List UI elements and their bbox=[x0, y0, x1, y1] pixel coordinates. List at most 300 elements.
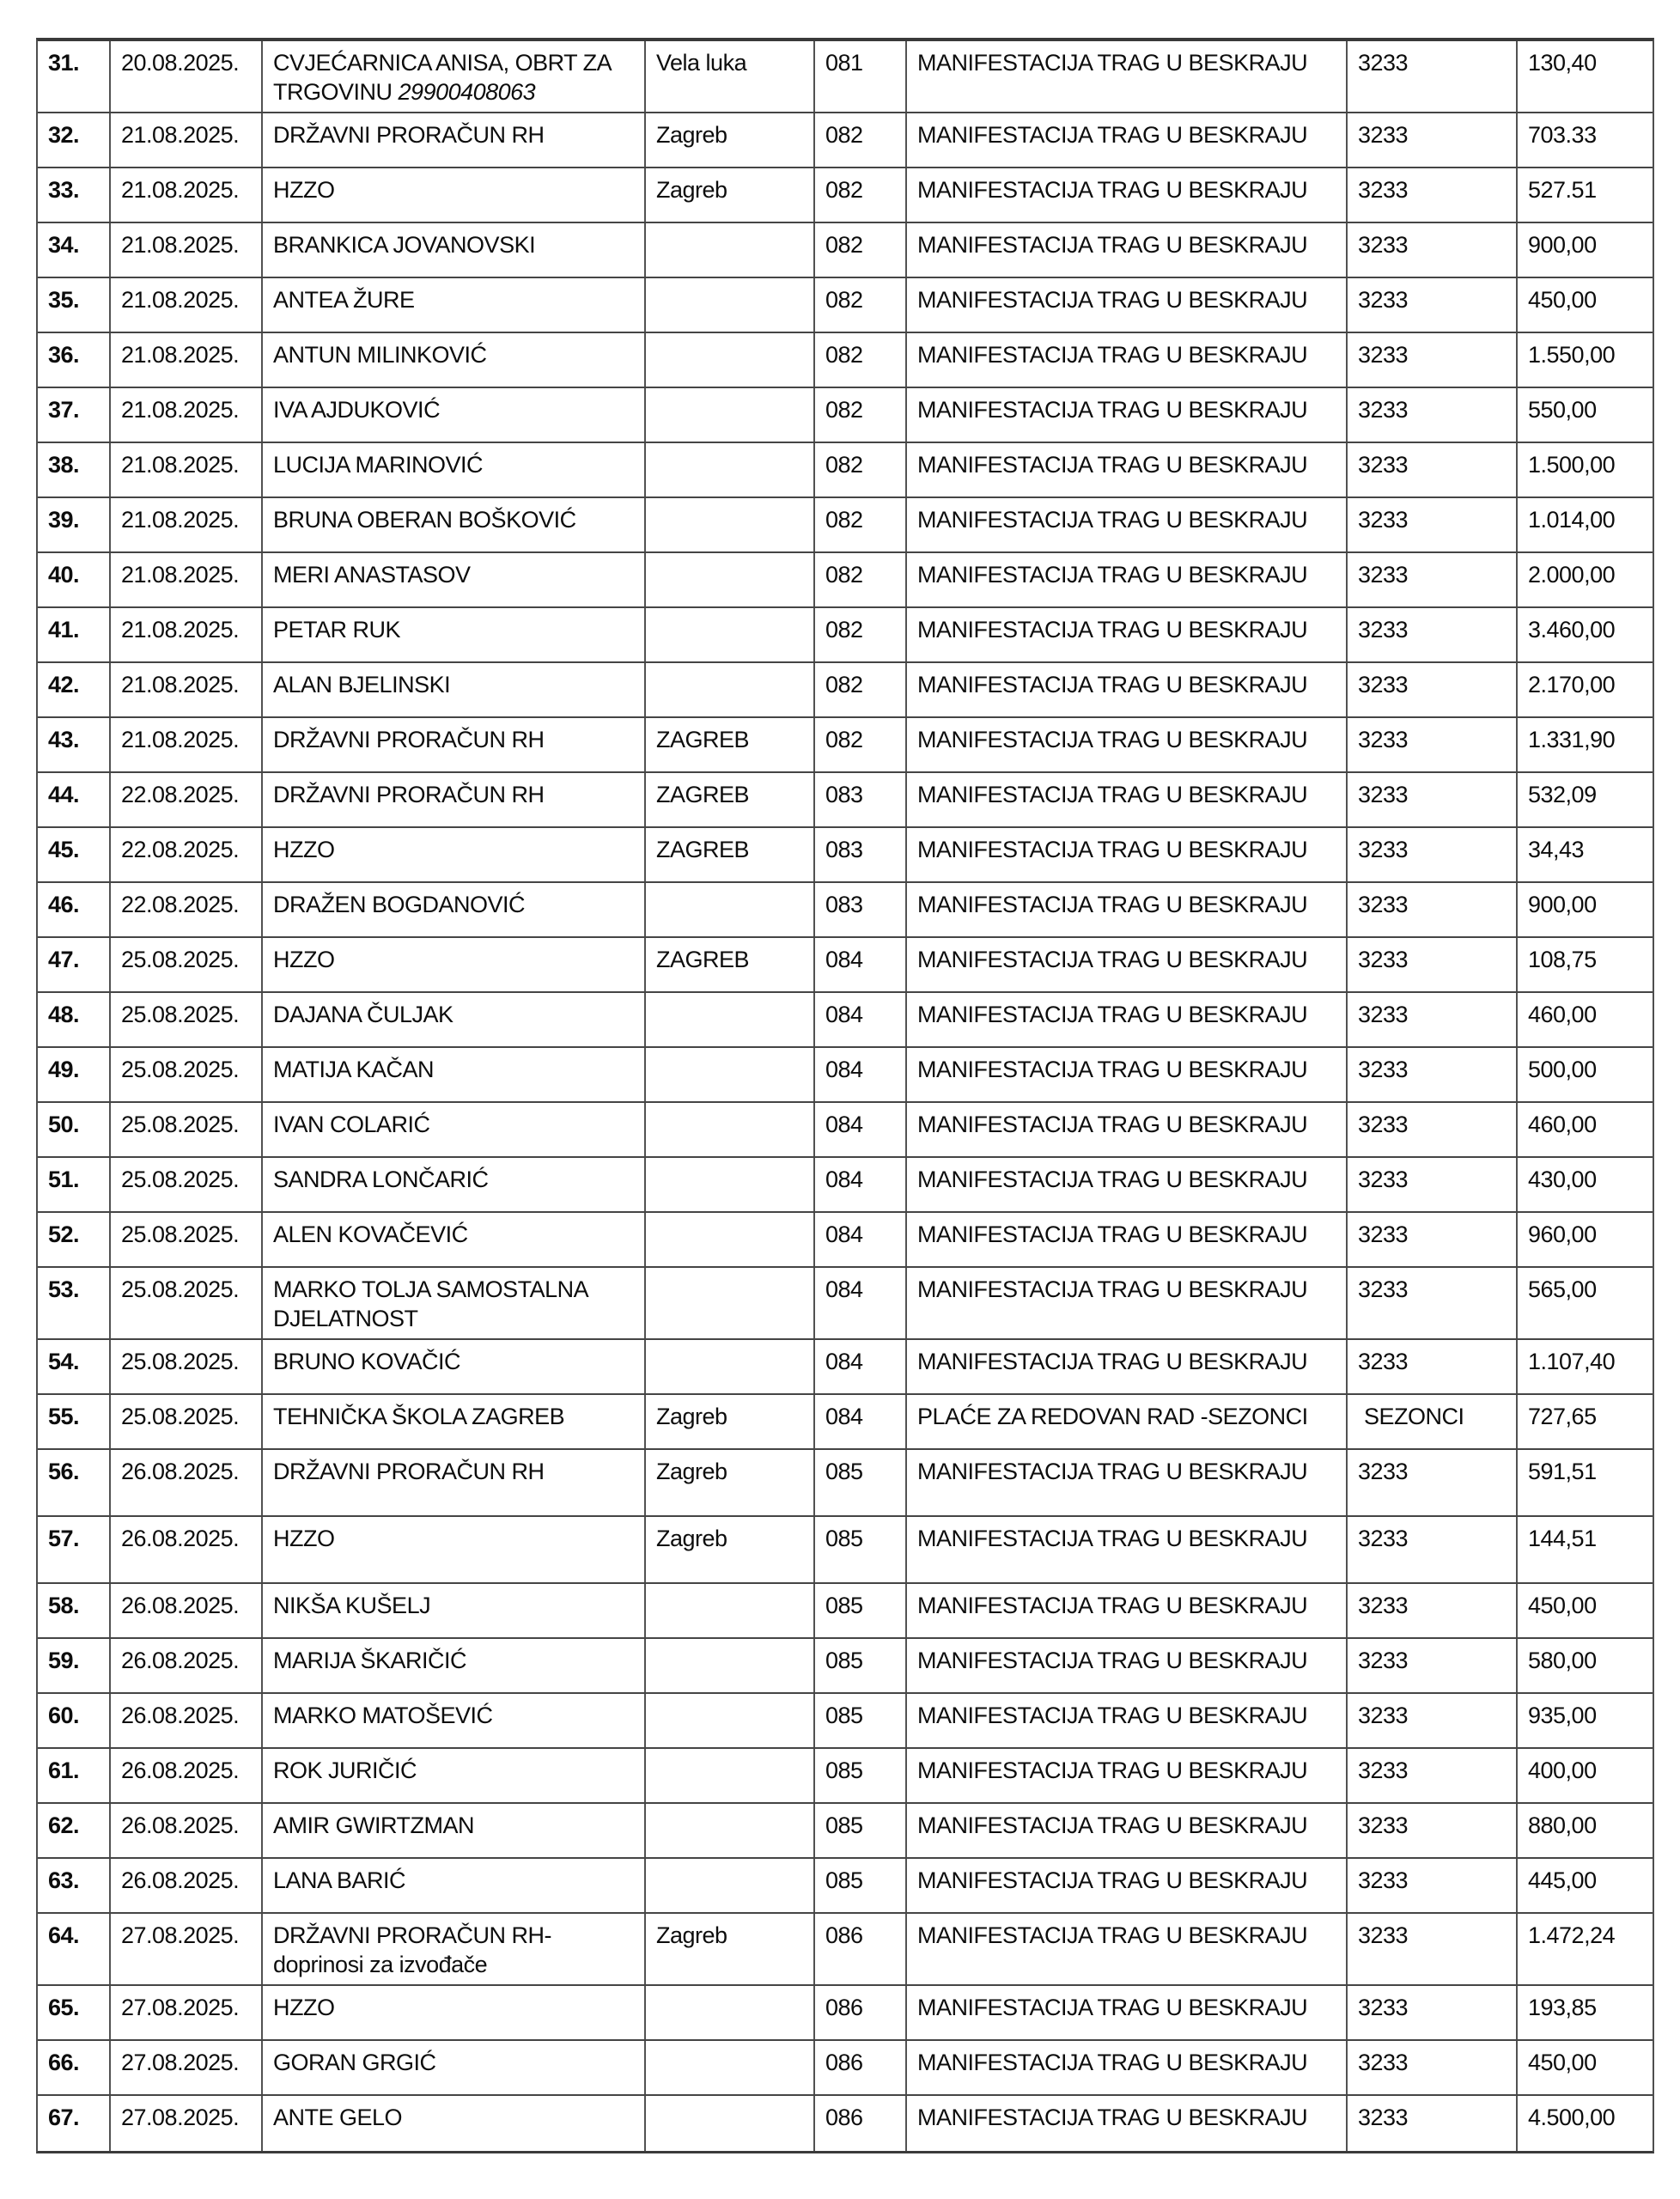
cell-payee bbox=[263, 773, 646, 826]
cell-account-code: 3233 bbox=[1348, 278, 1518, 332]
cell-description: MANIFESTACIJA TRAG U BESKRAJU bbox=[907, 1340, 1348, 1393]
table-row bbox=[38, 828, 1653, 883]
table-row bbox=[38, 1158, 1653, 1213]
cell-description: MANIFESTACIJA TRAG U BESKRAJU bbox=[907, 278, 1348, 332]
cell-account-code: 3233 bbox=[1348, 1694, 1518, 1747]
payee-name: MARKO TOLJA SAMOSTALNA DJELATNOST bbox=[273, 1276, 587, 1331]
cell-amount: 550,00 bbox=[1528, 397, 1597, 423]
cell-account-code: 3233 bbox=[1348, 608, 1518, 661]
cell-account-code: 3233 bbox=[1348, 883, 1518, 936]
cell-amount: 1.472,24 bbox=[1528, 1922, 1616, 1948]
payee-name: NIKŠA KUŠELJ bbox=[273, 1593, 431, 1618]
cell-row-number: 48. bbox=[38, 993, 111, 1046]
cell-payee bbox=[263, 1584, 646, 1637]
payee-name: IVAN COLARIĆ bbox=[273, 1112, 430, 1137]
table-row bbox=[38, 1859, 1653, 1914]
cell-amount: 445,00 bbox=[1528, 1867, 1597, 1893]
cell-row-number: 52. bbox=[38, 1213, 111, 1266]
cell-city bbox=[646, 1268, 815, 1338]
cell-date: 26.08.2025. bbox=[111, 1639, 263, 1692]
cell-account-code: 3233 bbox=[1348, 1639, 1518, 1692]
cell-description: MANIFESTACIJA TRAG U BESKRAJU bbox=[907, 608, 1348, 661]
cell-city bbox=[646, 443, 815, 496]
cell-payee bbox=[263, 1158, 646, 1211]
cell-row-number: 36. bbox=[38, 333, 111, 387]
cell-amount: 430,00 bbox=[1528, 1167, 1597, 1192]
table-row bbox=[38, 1048, 1653, 1103]
cell-document-number: 086 bbox=[815, 1986, 907, 2039]
table-row bbox=[38, 1450, 1653, 1517]
cell-document-number: 085 bbox=[815, 1517, 907, 1582]
cell-payee bbox=[263, 2041, 646, 2094]
cell-payee bbox=[263, 388, 646, 442]
cell-date: 21.08.2025. bbox=[111, 498, 263, 551]
cell-amount: 34,43 bbox=[1528, 837, 1585, 862]
table-row bbox=[38, 1804, 1653, 1859]
cell-payee bbox=[263, 1517, 646, 1582]
cell-amount: 2.170,00 bbox=[1528, 672, 1616, 697]
cell-amount: 532,09 bbox=[1528, 782, 1597, 807]
cell-document-number: 082 bbox=[815, 388, 907, 442]
cell-city bbox=[646, 333, 815, 387]
cell-description: MANIFESTACIJA TRAG U BESKRAJU bbox=[907, 1213, 1348, 1266]
cell-amount: 400,00 bbox=[1528, 1757, 1597, 1783]
cell-account-code: SEZONCI bbox=[1348, 1395, 1518, 1448]
cell-city bbox=[646, 608, 815, 661]
cell-payee bbox=[263, 718, 646, 771]
cell-date: 27.08.2025. bbox=[111, 1914, 263, 1984]
cell-document-number: 085 bbox=[815, 1749, 907, 1802]
cell-amount: 1.550,00 bbox=[1528, 342, 1616, 368]
cell-date: 22.08.2025. bbox=[111, 883, 263, 936]
cell-date: 26.08.2025. bbox=[111, 1450, 263, 1515]
cell-city bbox=[646, 498, 815, 551]
cell-date: 22.08.2025. bbox=[111, 773, 263, 826]
cell-account-code: 3233 bbox=[1348, 663, 1518, 716]
cell-description: MANIFESTACIJA TRAG U BESKRAJU bbox=[907, 1804, 1348, 1857]
cell-date: 21.08.2025. bbox=[111, 718, 263, 771]
cell-date: 21.08.2025. bbox=[111, 278, 263, 332]
cell-document-number: 085 bbox=[815, 1584, 907, 1637]
cell-city bbox=[646, 553, 815, 606]
cell-account-code: 3233 bbox=[1348, 1914, 1518, 1984]
cell-payee bbox=[263, 1268, 646, 1338]
cell-date: 25.08.2025. bbox=[111, 1158, 263, 1211]
cell-date: 22.08.2025. bbox=[111, 828, 263, 881]
cell-city: ZAGREB bbox=[646, 828, 815, 881]
cell-amount: 900,00 bbox=[1528, 232, 1597, 258]
cell-description: MANIFESTACIJA TRAG U BESKRAJU bbox=[907, 1517, 1348, 1582]
cell-payee bbox=[263, 1395, 646, 1448]
payee-name: LANA BARIĆ bbox=[273, 1867, 406, 1893]
cell-date: 21.08.2025. bbox=[111, 388, 263, 442]
cell-amount: 460,00 bbox=[1528, 1002, 1597, 1027]
cell-date: 26.08.2025. bbox=[111, 1584, 263, 1637]
cell-document-number: 084 bbox=[815, 1340, 907, 1393]
cell-document-number: 082 bbox=[815, 443, 907, 496]
cell-payee bbox=[263, 2096, 646, 2151]
cell-payee bbox=[263, 1103, 646, 1156]
table-row bbox=[38, 1340, 1653, 1395]
table-row bbox=[38, 938, 1653, 993]
payee-name: MARIJA ŠKARIČIĆ bbox=[273, 1648, 467, 1673]
table-row bbox=[38, 1749, 1653, 1804]
cell-city bbox=[646, 1213, 815, 1266]
payee-name: GORAN GRGIĆ bbox=[273, 2050, 436, 2075]
payee-registration-number: 29900408063 bbox=[392, 79, 536, 105]
cell-row-number: 45. bbox=[38, 828, 111, 881]
payee-name: LUCIJA MARINOVIĆ bbox=[273, 452, 484, 478]
cell-city: Vela luka bbox=[646, 41, 815, 112]
cell-city: ZAGREB bbox=[646, 773, 815, 826]
cell-amount: 727,65 bbox=[1528, 1404, 1597, 1429]
cell-description: MANIFESTACIJA TRAG U BESKRAJU bbox=[907, 1450, 1348, 1515]
cell-date: 25.08.2025. bbox=[111, 1340, 263, 1393]
cell-account-code: 3233 bbox=[1348, 41, 1518, 112]
cell-description: MANIFESTACIJA TRAG U BESKRAJU bbox=[907, 1694, 1348, 1747]
cell-description: MANIFESTACIJA TRAG U BESKRAJU bbox=[907, 1103, 1348, 1156]
cell-payee bbox=[263, 168, 646, 222]
cell-payee bbox=[263, 553, 646, 606]
cell-city bbox=[646, 1986, 815, 2039]
cell-account-code: 3233 bbox=[1348, 333, 1518, 387]
cell-payee bbox=[263, 663, 646, 716]
cell-amount: 2.000,00 bbox=[1528, 562, 1616, 588]
payee-name: CVJEĆARNICA ANISA, OBRT ZA TRGOVINU bbox=[273, 50, 611, 105]
cell-row-number: 60. bbox=[38, 1694, 111, 1747]
table-row bbox=[38, 278, 1653, 333]
cell-amount: 591,51 bbox=[1528, 1459, 1597, 1484]
cell-document-number: 082 bbox=[815, 498, 907, 551]
cell-amount: 565,00 bbox=[1528, 1276, 1597, 1302]
cell-row-number: 41. bbox=[38, 608, 111, 661]
cell-row-number: 37. bbox=[38, 388, 111, 442]
cell-account-code: 3233 bbox=[1348, 2041, 1518, 2094]
cell-payee bbox=[263, 1804, 646, 1857]
cell-row-number: 57. bbox=[38, 1517, 111, 1582]
cell-amount: 450,00 bbox=[1528, 1593, 1597, 1618]
cell-account-code: 3233 bbox=[1348, 2096, 1518, 2151]
table-row bbox=[38, 2096, 1653, 2151]
payee-name: HZZO bbox=[273, 1995, 335, 2020]
cell-amount: 193,85 bbox=[1528, 1995, 1597, 2020]
cell-description: MANIFESTACIJA TRAG U BESKRAJU bbox=[907, 1158, 1348, 1211]
cell-city bbox=[646, 1804, 815, 1857]
cell-document-number: 084 bbox=[815, 1048, 907, 1101]
cell-payee bbox=[263, 1859, 646, 1912]
cell-city bbox=[646, 1694, 815, 1747]
cell-city bbox=[646, 2096, 815, 2151]
cell-date: 21.08.2025. bbox=[111, 113, 263, 167]
cell-row-number: 61. bbox=[38, 1749, 111, 1802]
cell-date: 25.08.2025. bbox=[111, 1395, 263, 1448]
cell-account-code: 3233 bbox=[1348, 1048, 1518, 1101]
cell-row-number: 54. bbox=[38, 1340, 111, 1393]
cell-payee bbox=[263, 498, 646, 551]
cell-amount: 703.33 bbox=[1528, 122, 1597, 148]
cell-amount: 1.014,00 bbox=[1528, 507, 1616, 533]
payee-name: DRŽAVNI PRORAČUN RH bbox=[273, 1459, 545, 1484]
cell-date: 27.08.2025. bbox=[111, 1986, 263, 2039]
cell-date: 20.08.2025. bbox=[111, 41, 263, 112]
cell-city bbox=[646, 2041, 815, 2094]
cell-description: MANIFESTACIJA TRAG U BESKRAJU bbox=[907, 2096, 1348, 2151]
cell-document-number: 086 bbox=[815, 1914, 907, 1984]
cell-row-number: 46. bbox=[38, 883, 111, 936]
cell-account-code: 3233 bbox=[1348, 773, 1518, 826]
cell-date: 25.08.2025. bbox=[111, 1048, 263, 1101]
cell-city bbox=[646, 388, 815, 442]
cell-amount: 450,00 bbox=[1528, 287, 1597, 313]
cell-account-code: 3233 bbox=[1348, 718, 1518, 771]
cell-date: 21.08.2025. bbox=[111, 608, 263, 661]
cell-payee bbox=[263, 1749, 646, 1802]
cell-document-number: 081 bbox=[815, 41, 907, 112]
cell-amount: 935,00 bbox=[1528, 1703, 1597, 1728]
cell-document-number: 084 bbox=[815, 1158, 907, 1211]
cell-city bbox=[646, 663, 815, 716]
cell-row-number: 40. bbox=[38, 553, 111, 606]
cell-account-code: 3233 bbox=[1348, 1584, 1518, 1637]
cell-amount: 960,00 bbox=[1528, 1221, 1597, 1247]
payee-name: AMIR GWIRTZMAN bbox=[273, 1812, 474, 1838]
table-row bbox=[38, 41, 1653, 113]
table-row bbox=[38, 333, 1653, 388]
payee-name: MARKO MATOŠEVIĆ bbox=[273, 1703, 493, 1728]
table-row bbox=[38, 388, 1653, 443]
cell-account-code: 3233 bbox=[1348, 1517, 1518, 1582]
cell-row-number: 32. bbox=[38, 113, 111, 167]
cell-document-number: 086 bbox=[815, 2041, 907, 2094]
cell-payee bbox=[263, 223, 646, 277]
cell-row-number: 31. bbox=[38, 41, 111, 112]
payee-name: ALEN KOVAČEVIĆ bbox=[273, 1221, 468, 1247]
cell-description: MANIFESTACIJA TRAG U BESKRAJU bbox=[907, 1268, 1348, 1338]
cell-city bbox=[646, 993, 815, 1046]
cell-account-code: 3233 bbox=[1348, 1268, 1518, 1338]
cell-city: Zagreb bbox=[646, 1914, 815, 1984]
payee-name: SANDRA LONČARIĆ bbox=[273, 1167, 489, 1192]
cell-row-number: 42. bbox=[38, 663, 111, 716]
table-row bbox=[38, 1268, 1653, 1340]
cell-account-code: 3233 bbox=[1348, 388, 1518, 442]
cell-date: 21.08.2025. bbox=[111, 168, 263, 222]
cell-city: Zagreb bbox=[646, 1450, 815, 1515]
cell-city: Zagreb bbox=[646, 1395, 815, 1448]
cell-payee bbox=[263, 1694, 646, 1747]
cell-description: MANIFESTACIJA TRAG U BESKRAJU bbox=[907, 718, 1348, 771]
cell-description: MANIFESTACIJA TRAG U BESKRAJU bbox=[907, 1639, 1348, 1692]
cell-document-number: 084 bbox=[815, 1103, 907, 1156]
table-row bbox=[38, 663, 1653, 718]
cell-payee bbox=[263, 938, 646, 991]
cell-description: MANIFESTACIJA TRAG U BESKRAJU bbox=[907, 883, 1348, 936]
cell-document-number: 082 bbox=[815, 608, 907, 661]
cell-account-code: 3233 bbox=[1348, 828, 1518, 881]
cell-document-number: 082 bbox=[815, 663, 907, 716]
cell-account-code: 3233 bbox=[1348, 1749, 1518, 1802]
payee-name: ROK JURIČIĆ bbox=[273, 1757, 417, 1783]
table-row bbox=[38, 773, 1653, 828]
cell-payee bbox=[263, 993, 646, 1046]
table-row bbox=[38, 1986, 1653, 2041]
payee-name: ANTE GELO bbox=[273, 2105, 403, 2130]
cell-amount: 144,51 bbox=[1528, 1526, 1597, 1551]
cell-description: MANIFESTACIJA TRAG U BESKRAJU bbox=[907, 333, 1348, 387]
cell-row-number: 38. bbox=[38, 443, 111, 496]
cell-description: MANIFESTACIJA TRAG U BESKRAJU bbox=[907, 41, 1348, 112]
cell-document-number: 084 bbox=[815, 993, 907, 1046]
cell-payee bbox=[263, 1639, 646, 1692]
cell-document-number: 082 bbox=[815, 553, 907, 606]
cell-amount: 450,00 bbox=[1528, 2050, 1597, 2075]
cell-row-number: 59. bbox=[38, 1639, 111, 1692]
payee-name: DRAŽEN BOGDANOVIĆ bbox=[273, 892, 526, 917]
cell-city bbox=[646, 1584, 815, 1637]
payee-name: HZZO bbox=[273, 837, 335, 862]
cell-row-number: 33. bbox=[38, 168, 111, 222]
cell-amount: 3.460,00 bbox=[1528, 617, 1616, 643]
cell-date: 25.08.2025. bbox=[111, 1213, 263, 1266]
cell-amount: 1.500,00 bbox=[1528, 452, 1616, 478]
cell-account-code: 3233 bbox=[1348, 223, 1518, 277]
cell-date: 21.08.2025. bbox=[111, 443, 263, 496]
cell-row-number: 67. bbox=[38, 2096, 111, 2151]
cell-amount: 580,00 bbox=[1528, 1648, 1597, 1673]
cell-description: MANIFESTACIJA TRAG U BESKRAJU bbox=[907, 223, 1348, 277]
cell-date: 27.08.2025. bbox=[111, 2096, 263, 2151]
cell-description: MANIFESTACIJA TRAG U BESKRAJU bbox=[907, 498, 1348, 551]
cell-account-code: 3233 bbox=[1348, 168, 1518, 222]
payments-table bbox=[36, 38, 1654, 2153]
table-row bbox=[38, 608, 1653, 663]
cell-document-number: 082 bbox=[815, 168, 907, 222]
cell-date: 26.08.2025. bbox=[111, 1694, 263, 1747]
cell-city bbox=[646, 883, 815, 936]
cell-document-number: 084 bbox=[815, 1268, 907, 1338]
payee-name: HZZO bbox=[273, 177, 335, 203]
table-row bbox=[38, 1584, 1653, 1639]
cell-row-number: 50. bbox=[38, 1103, 111, 1156]
cell-account-code: 3233 bbox=[1348, 1450, 1518, 1515]
cell-document-number: 085 bbox=[815, 1859, 907, 1912]
cell-amount: 460,00 bbox=[1528, 1112, 1597, 1137]
cell-description: PLAĆE ZA REDOVAN RAD -SEZONCI bbox=[907, 1395, 1348, 1448]
payee-name: MATIJA KAČAN bbox=[273, 1057, 435, 1082]
cell-document-number: 086 bbox=[815, 2096, 907, 2151]
payee-name: IVA AJDUKOVIĆ bbox=[273, 397, 441, 423]
cell-payee bbox=[263, 828, 646, 881]
cell-account-code: 3233 bbox=[1348, 938, 1518, 991]
cell-account-code: 3233 bbox=[1348, 1340, 1518, 1393]
cell-description: MANIFESTACIJA TRAG U BESKRAJU bbox=[907, 1048, 1348, 1101]
cell-description: MANIFESTACIJA TRAG U BESKRAJU bbox=[907, 388, 1348, 442]
cell-description: MANIFESTACIJA TRAG U BESKRAJU bbox=[907, 773, 1348, 826]
cell-date: 21.08.2025. bbox=[111, 663, 263, 716]
cell-payee bbox=[263, 1048, 646, 1101]
cell-account-code: 3233 bbox=[1348, 1859, 1518, 1912]
cell-document-number: 082 bbox=[815, 278, 907, 332]
cell-city: ZAGREB bbox=[646, 718, 815, 771]
payee-name: DRŽAVNI PRORAČUN RH- bbox=[273, 1922, 552, 1948]
payee-name: HZZO bbox=[273, 1526, 335, 1551]
cell-payee bbox=[263, 1914, 646, 1984]
cell-account-code: 3233 bbox=[1348, 1158, 1518, 1211]
cell-payee bbox=[263, 113, 646, 167]
cell-document-number: 082 bbox=[815, 223, 907, 277]
cell-date: 21.08.2025. bbox=[111, 553, 263, 606]
payee-name: BRUNA OBERAN BOŠKOVIĆ bbox=[273, 507, 576, 533]
cell-row-number: 35. bbox=[38, 278, 111, 332]
cell-row-number: 34. bbox=[38, 223, 111, 277]
table-row bbox=[38, 1694, 1653, 1749]
cell-row-number: 51. bbox=[38, 1158, 111, 1211]
cell-city: Zagreb bbox=[646, 1517, 815, 1582]
cell-document-number: 083 bbox=[815, 883, 907, 936]
cell-row-number: 47. bbox=[38, 938, 111, 991]
cell-date: 26.08.2025. bbox=[111, 1749, 263, 1802]
cell-row-number: 65. bbox=[38, 1986, 111, 2039]
cell-payee bbox=[263, 1340, 646, 1393]
cell-date: 21.08.2025. bbox=[111, 223, 263, 277]
cell-document-number: 085 bbox=[815, 1804, 907, 1857]
cell-description: MANIFESTACIJA TRAG U BESKRAJU bbox=[907, 113, 1348, 167]
table-row bbox=[38, 168, 1653, 223]
payee-name: BRUNO KOVAČIĆ bbox=[273, 1349, 461, 1374]
cell-account-code: 3233 bbox=[1348, 1103, 1518, 1156]
cell-document-number: 082 bbox=[815, 718, 907, 771]
cell-amount: 500,00 bbox=[1528, 1057, 1597, 1082]
cell-row-number: 49. bbox=[38, 1048, 111, 1101]
cell-payee bbox=[263, 333, 646, 387]
cell-row-number: 39. bbox=[38, 498, 111, 551]
cell-row-number: 55. bbox=[38, 1395, 111, 1448]
cell-description: MANIFESTACIJA TRAG U BESKRAJU bbox=[907, 993, 1348, 1046]
cell-document-number: 083 bbox=[815, 773, 907, 826]
table-row bbox=[38, 1395, 1653, 1450]
payee-name: DRŽAVNI PRORAČUN RH bbox=[273, 727, 545, 752]
cell-date: 25.08.2025. bbox=[111, 938, 263, 991]
cell-description: MANIFESTACIJA TRAG U BESKRAJU bbox=[907, 2041, 1348, 2094]
cell-date: 25.08.2025. bbox=[111, 993, 263, 1046]
cell-row-number: 66. bbox=[38, 2041, 111, 2094]
cell-city: ZAGREB bbox=[646, 938, 815, 991]
cell-payee bbox=[263, 1450, 646, 1515]
cell-date: 26.08.2025. bbox=[111, 1859, 263, 1912]
table-row bbox=[38, 1639, 1653, 1694]
cell-document-number: 082 bbox=[815, 113, 907, 167]
payee-name: ANTUN MILINKOVIĆ bbox=[273, 342, 487, 368]
table-row bbox=[38, 718, 1653, 773]
cell-row-number: 63. bbox=[38, 1859, 111, 1912]
cell-document-number: 082 bbox=[815, 333, 907, 387]
cell-description: MANIFESTACIJA TRAG U BESKRAJU bbox=[907, 1749, 1348, 1802]
cell-account-code: 3233 bbox=[1348, 113, 1518, 167]
cell-document-number: 083 bbox=[815, 828, 907, 881]
cell-payee bbox=[263, 608, 646, 661]
cell-date: 26.08.2025. bbox=[111, 1517, 263, 1582]
cell-account-code: 3233 bbox=[1348, 443, 1518, 496]
cell-city: Zagreb bbox=[646, 113, 815, 167]
cell-row-number: 58. bbox=[38, 1584, 111, 1637]
cell-account-code: 3233 bbox=[1348, 993, 1518, 1046]
cell-amount: 4.500,00 bbox=[1528, 2105, 1616, 2130]
cell-amount: 130,40 bbox=[1528, 50, 1597, 76]
cell-description: MANIFESTACIJA TRAG U BESKRAJU bbox=[907, 1584, 1348, 1637]
cell-city bbox=[646, 1639, 815, 1692]
cell-city bbox=[646, 1158, 815, 1211]
cell-document-number: 084 bbox=[815, 1395, 907, 1448]
